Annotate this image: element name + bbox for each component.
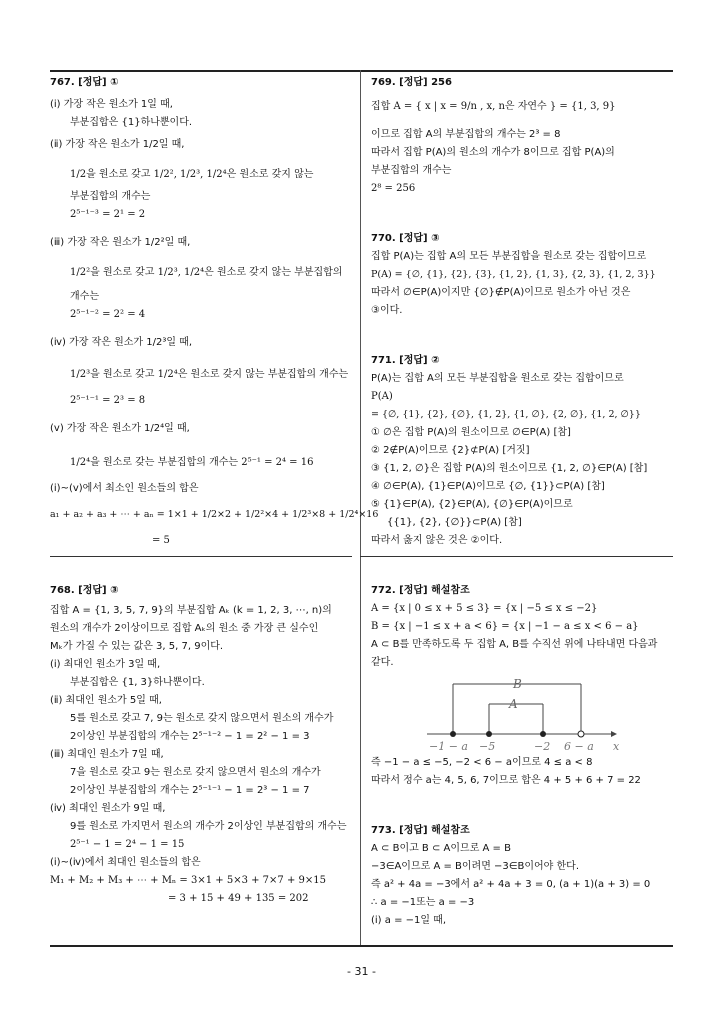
line: P(A)는 집합 A의 모든 부분집합을 원소로 갖는 집합이므로 <box>371 373 624 384</box>
line: A ⊂ B이고 B ⊂ A이므로 A = B <box>371 843 511 854</box>
line: P(A) <box>371 391 393 402</box>
line: ∴ a = −1또는 a = −3 <box>371 897 475 908</box>
line: (ⅴ) 가장 작은 원소가 1/2⁴일 때, <box>50 423 190 434</box>
line: 2⁵⁻¹⁻¹ = 2³ = 8 <box>70 395 146 406</box>
line: 1/2을 원소로 갖고 1/2², 1/2³, 1/2⁴은 원소로 갖지 않는 <box>70 169 314 180</box>
line: 부분집합은 {1, 3}하나뿐이다. <box>70 677 205 688</box>
line: 집합 A = { x | x = 9/n , x, n은 자연수 } = {1, 3, 9} <box>371 101 616 112</box>
line: 같다. <box>371 657 394 668</box>
problem-773-title: 773. [정답] 해설참조 <box>371 825 470 836</box>
tick-label: x <box>613 740 620 753</box>
point-6-minus-a <box>578 731 584 737</box>
line: 1/2³을 원소로 갖고 1/2⁴은 원소로 갖지 않는 부분집합의 개수는 <box>70 369 349 380</box>
line: (ⅳ) 최대인 원소가 9일 때, <box>50 803 166 814</box>
line: ② 2∉P(A)이므로 {2}⊄P(A) [거짓] <box>371 445 530 456</box>
line: −3∈A이므로 A = B이려면 −3∈B이어야 한다. <box>371 861 580 872</box>
line: ⑤ {1}∈P(A), {2}∈P(A), {∅}∈P(A)이므로 <box>371 499 573 510</box>
line: 1/2²을 원소로 갖고 1/2³, 1/2⁴은 원소로 갖지 않는 부분집합의 <box>70 267 343 278</box>
problem-772-title: 772. [정답] 해설참조 <box>371 585 470 596</box>
line: a₁ + a₂ + a₃ + ⋯ + aₙ = 1×1 + 1/2×2 + 1/2²×4 + 1/2³×8 + 1/2⁴×16 <box>50 509 379 520</box>
line: 집합 P(A)는 집합 A의 모든 부분집합을 원소로 갖는 집합이므로 <box>371 251 647 262</box>
line: 2이상인 부분집합의 개수는 2⁵⁻¹⁻¹ − 1 = 2³ − 1 = 7 <box>70 785 310 796</box>
line: 9를 원소로 가지면서 원소의 개수가 2이상인 부분집합의 개수는 <box>70 821 347 832</box>
line: 5를 원소로 갖고 7, 9는 원소로 갖지 않으면서 원소의 개수가 <box>70 713 334 724</box>
line: (ⅰ) a = −1일 때, <box>371 915 447 926</box>
problem-769-title: 769. [정답] 256 <box>371 77 452 88</box>
line: (ⅲ) 가장 작은 원소가 1/2²일 때, <box>50 237 191 248</box>
line: ③이다. <box>371 305 403 316</box>
line: = {∅, {1}, {2}, {∅}, {1, 2}, {1, ∅}, {2, ∅}, {1, 2, ∅}} <box>371 409 641 420</box>
tick-label: −1 − a <box>429 740 468 753</box>
problem-768-title: 768. [정답] ③ <box>50 585 119 596</box>
line: 7을 원소로 갖고 9는 원소로 갖지 않으면서 원소의 개수가 <box>70 767 321 778</box>
line: 1/2⁴을 원소로 갖는 부분집합의 개수는 2⁵⁻¹ = 2⁴ = 16 <box>70 457 314 468</box>
line: 즉 a² + 4a = −3에서 a² + 4a + 3 = 0, (a + 1)(a + 3) = 0 <box>371 879 651 890</box>
top-rule <box>50 70 673 72</box>
line: 2이상인 부분집합의 개수는 2⁵⁻¹⁻² − 1 = 2² − 1 = 3 <box>70 731 310 742</box>
line: 이므로 집합 A의 부분집합의 개수는 2³ = 8 <box>371 129 561 140</box>
label-b: B <box>513 677 522 691</box>
line: 부분집합은 {1}하나뿐이다. <box>70 117 193 128</box>
line: 따라서 옳지 않은 것은 ②이다. <box>371 535 503 546</box>
line: 즉 −1 − a ≤ −5, −2 < 6 − a이므로 4 ≤ a < 8 <box>371 757 593 768</box>
line: (ⅰ)~(ⅴ)에서 최소인 원소들의 합은 <box>50 483 199 494</box>
line: (ⅰ)~(ⅳ)에서 최대인 원소들의 합은 <box>50 857 201 868</box>
line: (ⅱ) 최대인 원소가 5일 때, <box>50 695 162 706</box>
line: 2⁵⁻¹ − 1 = 2⁴ − 1 = 15 <box>70 839 185 850</box>
line: (ⅱ) 가장 작은 원소가 1/2일 때, <box>50 139 185 150</box>
line: = 5 <box>152 535 170 546</box>
line: 부분집합의 개수는 <box>70 191 151 202</box>
label-a: A <box>509 697 518 711</box>
line: 2⁵⁻¹⁻³ = 2¹ = 2 <box>70 209 146 220</box>
point-minus2 <box>540 731 546 737</box>
line: 2⁵⁻¹⁻² = 2² = 4 <box>70 309 146 320</box>
separator <box>360 556 673 557</box>
line: (ⅰ) 최대인 원소가 3일 때, <box>50 659 161 670</box>
line: 따라서 정수 a는 4, 5, 6, 7이므로 합은 4 + 5 + 6 + 7 = 22 <box>371 775 641 786</box>
line: A = {x | 0 ≤ x + 5 ≤ 3} = {x | −5 ≤ x ≤ −2} <box>371 603 598 614</box>
line: 2⁸ = 256 <box>371 183 416 194</box>
line: 부분집합의 개수는 <box>371 165 452 176</box>
page-number: - 31 - <box>347 965 376 978</box>
line: {{1}, {2}, {∅}}⊂P(A) [참] <box>387 517 522 528</box>
line: = 3 + 15 + 49 + 135 = 202 <box>168 893 309 904</box>
line: 집합 A = {1, 3, 5, 7, 9}의 부분집합 Aₖ (k = 1, 2, 3, ⋯, n)의 <box>50 605 332 616</box>
tick-label: −5 <box>479 740 496 753</box>
line: 따라서 집합 P(A)의 원소의 개수가 8이므로 집합 P(A)의 <box>371 147 615 158</box>
problem-770-title: 770. [정답] ③ <box>371 233 440 244</box>
problem-771-title: 771. [정답] ② <box>371 355 440 366</box>
point-minus5 <box>486 731 492 737</box>
line: M₁ + M₂ + M₃ + ⋯ + Mₙ = 3×1 + 5×3 + 7×7 + 9×15 <box>50 875 326 886</box>
line: 개수는 <box>70 291 99 302</box>
line: A ⊂ B를 만족하도록 두 집합 A, B를 수직선 위에 나타내면 다음과 <box>371 639 658 650</box>
line: ④ ∅∈P(A), {1}∈P(A)이므로 {∅, {1}}⊂P(A) [참] <box>371 481 605 492</box>
number-line-figure <box>371 674 671 754</box>
line: 원소의 개수가 2이상이므로 집합 Aₖ의 원소 중 가장 큰 실수인 <box>50 623 319 634</box>
line: Mₖ가 가질 수 있는 값은 3, 5, 7, 9이다. <box>50 641 224 652</box>
line: B = {x | −1 ≤ x + a < 6} = {x | −1 − a ≤ x < 6 − a} <box>371 621 639 632</box>
separator <box>50 556 352 557</box>
problem-767-title: 767. [정답] ① <box>50 77 119 88</box>
line: ① ∅은 집합 P(A)의 원소이므로 ∅∈P(A) [참] <box>371 427 571 438</box>
tick-label: 6 − a <box>564 740 594 753</box>
line: P(A) = {∅, {1}, {2}, {3}, {1, 2}, {1, 3}, {2, 3}, {1, 2, 3}} <box>371 269 656 280</box>
line: 따라서 ∅∈P(A)이지만 {∅}∉P(A)이므로 원소가 아닌 것은 <box>371 287 631 298</box>
tick-label: −2 <box>534 740 551 753</box>
line: (ⅰ) 가장 작은 원소가 1일 때, <box>50 99 173 110</box>
line: (ⅲ) 최대인 원소가 7일 때, <box>50 749 164 760</box>
point-minus1-minus-a <box>450 731 456 737</box>
line: (ⅳ) 가장 작은 원소가 1/2³일 때, <box>50 337 193 348</box>
line: ③ {1, 2, ∅}은 집합 P(A)의 원소이므로 {1, 2, ∅}∈P(A) [참] <box>371 463 648 474</box>
bottom-rule <box>50 945 673 947</box>
